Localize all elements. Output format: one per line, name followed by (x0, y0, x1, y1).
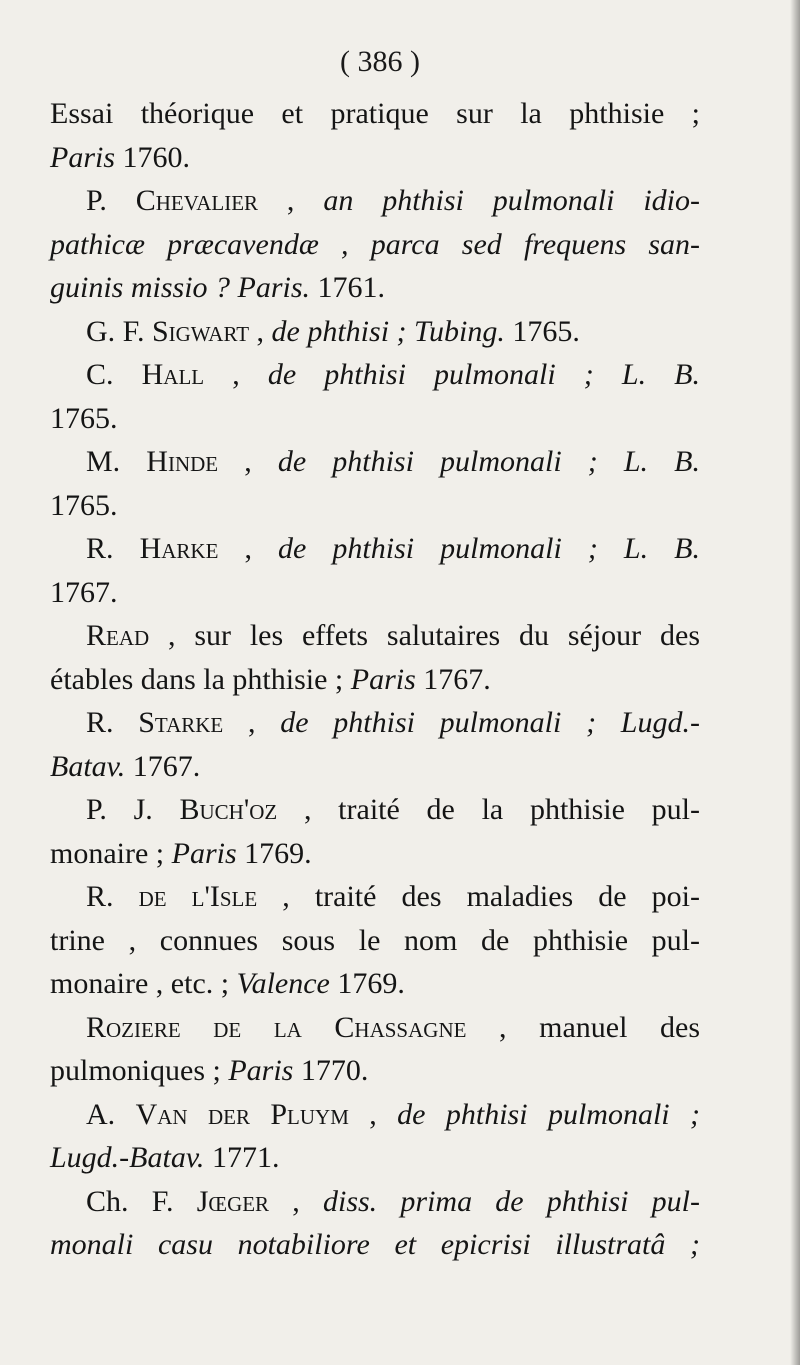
italic-text: Paris (171, 836, 237, 870)
text-line (50, 1180, 700, 1224)
text-run: 1765. (50, 488, 118, 522)
text-run: A. (86, 1097, 136, 1131)
italic-text: de phthisi pulmonali ; L. B. (267, 358, 701, 391)
author-name: Hall (141, 358, 205, 391)
text-run: G. F. (86, 314, 152, 348)
text-line (50, 266, 700, 310)
text-line (50, 919, 700, 963)
text-run: , traité des maladies de poi- (257, 880, 700, 913)
italic-text: de phthisi pulmonali ; Lugd.- (280, 706, 700, 739)
text-line (50, 571, 700, 615)
author-name: Hinde (146, 445, 219, 478)
text-run: 1765. (504, 314, 580, 348)
text-run: R. (86, 706, 139, 739)
italic-text: de phthisi pulmonali ; (397, 1097, 701, 1131)
text-line (50, 1049, 700, 1093)
text-line (50, 179, 700, 223)
bibliography-text (50, 92, 700, 1267)
page-number: ( 386 ) (340, 45, 420, 78)
italic-text: diss. prima de phthisi pul- (323, 1184, 701, 1218)
text-line (50, 484, 700, 528)
text-run: , (204, 358, 268, 391)
text-line (50, 1006, 700, 1050)
text-line (50, 1093, 700, 1137)
text-run: 1769. (329, 967, 405, 1000)
text-run: , (269, 1184, 323, 1218)
author-name: Harke (139, 532, 219, 565)
text-run: , traité de la phthisie pul- (277, 793, 700, 826)
text-line (50, 962, 700, 1006)
italic-text: guinis missio ? Paris. (50, 271, 311, 304)
author-name: Jœger (196, 1184, 270, 1218)
italic-text: pathicæ præcavendæ , parca sed frequens san- (50, 227, 700, 261)
text-run: , sur les effets salutaires du séjour des (149, 619, 700, 652)
text-run: monaire , etc. ; (50, 967, 237, 1000)
author-name: Sigwart (151, 314, 250, 348)
text-run: 1771. (204, 1141, 280, 1174)
text-run: 1769. (236, 836, 312, 870)
text-line (50, 1223, 700, 1267)
author-name: Buch'oz (179, 793, 278, 826)
italic-text: monali casu notabiliore et epicrisi illustratâ ; (50, 1228, 700, 1261)
text-run: 1765. (50, 401, 118, 435)
text-run: P. J. (86, 793, 180, 826)
text-run: monaire ; (50, 836, 172, 870)
text-run: R. (86, 532, 140, 565)
author-name: de l'Isle (138, 880, 258, 913)
text-line (50, 1136, 700, 1180)
text-line (50, 658, 700, 702)
text-run: R. (86, 880, 139, 913)
text-run: M. (86, 445, 147, 478)
text-run: , (218, 445, 278, 478)
text-run: , (223, 706, 281, 739)
author-name: Van der Pluym (135, 1097, 349, 1131)
italic-text: an phthisi pulmonali idio- (323, 184, 701, 217)
text-run: , (218, 532, 279, 565)
italic-text: Valence (236, 967, 330, 1000)
text-run: , (258, 184, 324, 217)
text-line (50, 527, 700, 571)
italic-text: Paris (350, 662, 416, 696)
italic-text: de phthisi pulmonali ; L. B. (277, 445, 700, 478)
text-line (50, 440, 700, 484)
text-line (50, 310, 700, 354)
text-run: Essai théorique et pratique sur la phthisie ; (50, 97, 700, 130)
text-run: 1767. (125, 749, 201, 783)
text-line (50, 788, 700, 832)
italic-text: Batav. (50, 749, 126, 783)
italic-text: de phthisi pulmonali ; L. B. (278, 532, 701, 565)
author-name: Roziere de la Chassagne (86, 1010, 467, 1044)
italic-text: de phthisi ; Tubing. (271, 314, 505, 348)
text-run: Ch. F. (86, 1184, 197, 1218)
text-run: P. (86, 184, 136, 217)
text-run: , (249, 314, 272, 348)
author-name: Read (86, 619, 150, 652)
text-run: trine , connues sous le nom de phthisie pul- (50, 923, 700, 957)
text-line (50, 223, 700, 267)
author-name: Chevalier (135, 184, 259, 217)
italic-text: Lugd.-Batav. (50, 1141, 205, 1174)
text-line (50, 745, 700, 789)
author-name: Starke (138, 706, 224, 739)
text-run: , (348, 1097, 398, 1131)
text-run: pulmoniques ; (50, 1054, 229, 1087)
text-line (50, 832, 700, 876)
text-line (50, 397, 700, 441)
text-line (50, 614, 700, 658)
text-run: étables dans la phthisie ; (50, 662, 351, 696)
text-line (50, 92, 700, 136)
text-line (50, 875, 700, 919)
text-line (50, 701, 700, 745)
text-run: 1767. (50, 575, 118, 609)
text-run: 1767. (415, 662, 491, 696)
text-line (50, 353, 700, 397)
text-run: 1770. (293, 1054, 369, 1087)
text-run: C. (86, 358, 142, 391)
italic-text: Paris (50, 140, 116, 174)
italic-text: Paris (228, 1054, 294, 1087)
text-run: , manuel des (466, 1010, 700, 1044)
text-run: 1761. (310, 271, 386, 304)
text-run: 1760. (115, 140, 191, 174)
text-line (50, 136, 700, 180)
